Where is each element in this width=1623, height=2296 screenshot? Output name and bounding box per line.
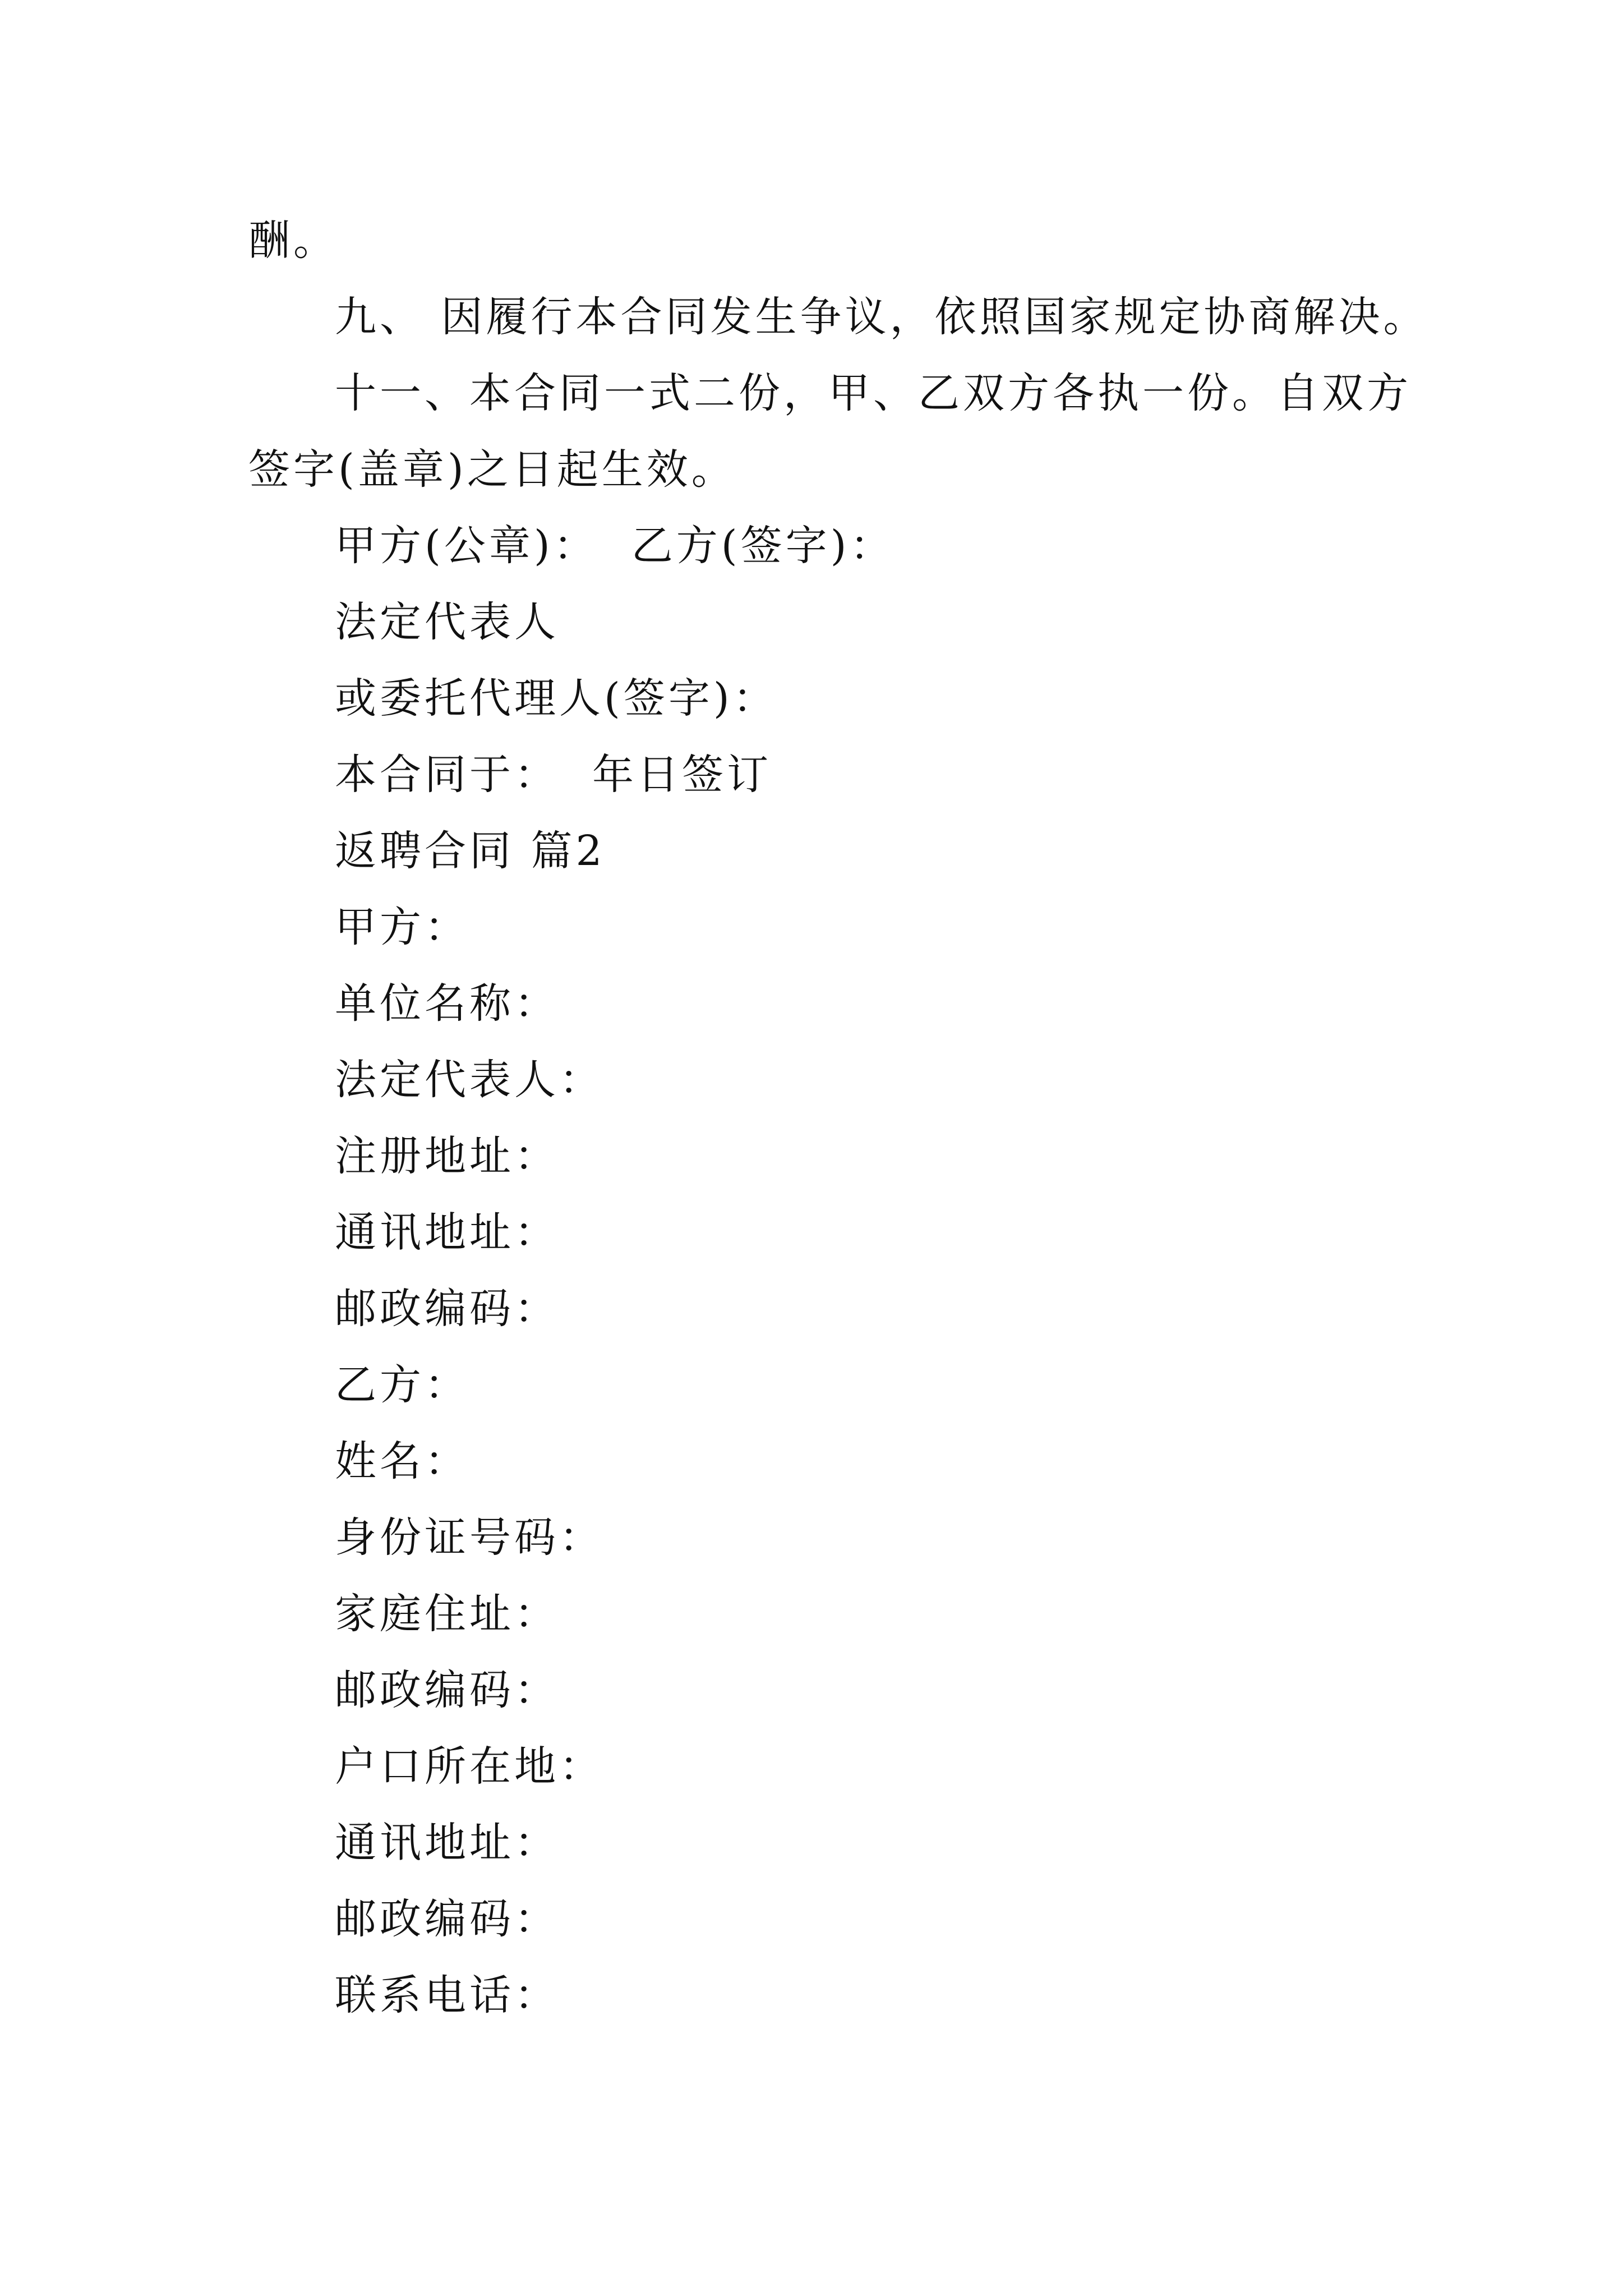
- text-line: 甲方(公章)： 乙方(签字)：: [335, 522, 895, 570]
- text-line: 酬。: [248, 217, 338, 265]
- text-line: 法定代表人: [335, 598, 559, 646]
- text-line: 邮政编码：: [335, 1895, 559, 1943]
- text-line: 法定代表人：: [335, 1056, 604, 1104]
- text-line: 通讯地址：: [335, 1819, 559, 1867]
- text-line: 本合同于： 年日签订: [335, 751, 772, 799]
- text-line: 通讯地址：: [335, 1208, 559, 1257]
- text-line: 注册地址：: [335, 1132, 559, 1180]
- text-line: 或委托代理人(签字)：: [335, 674, 778, 723]
- section-heading: 返聘合同 篇2: [335, 827, 606, 875]
- text-line: 签字(盖章)之日起生效。: [248, 445, 736, 494]
- text-line: 邮政编码：: [335, 1666, 559, 1714]
- text-line: 户口所在地：: [335, 1742, 604, 1791]
- text-line: 邮政编码：: [335, 1285, 559, 1333]
- text-line: 姓名：: [335, 1437, 469, 1485]
- text-line: 十一、本合同一式二份，甲、乙双方各执一份。自双方: [335, 369, 1412, 417]
- text-line: 甲方：: [335, 903, 469, 951]
- text-line: 单位名称：: [335, 979, 559, 1028]
- text-line: 家庭住址：: [335, 1590, 559, 1638]
- text-line: 联系电话：: [335, 1971, 559, 2019]
- text-line: 九、 因履行本合同发生争议，依照国家规定协商解决。: [335, 293, 1428, 341]
- text-line: 乙方：: [335, 1361, 469, 1409]
- text-line: 身份证号码：: [335, 1513, 604, 1562]
